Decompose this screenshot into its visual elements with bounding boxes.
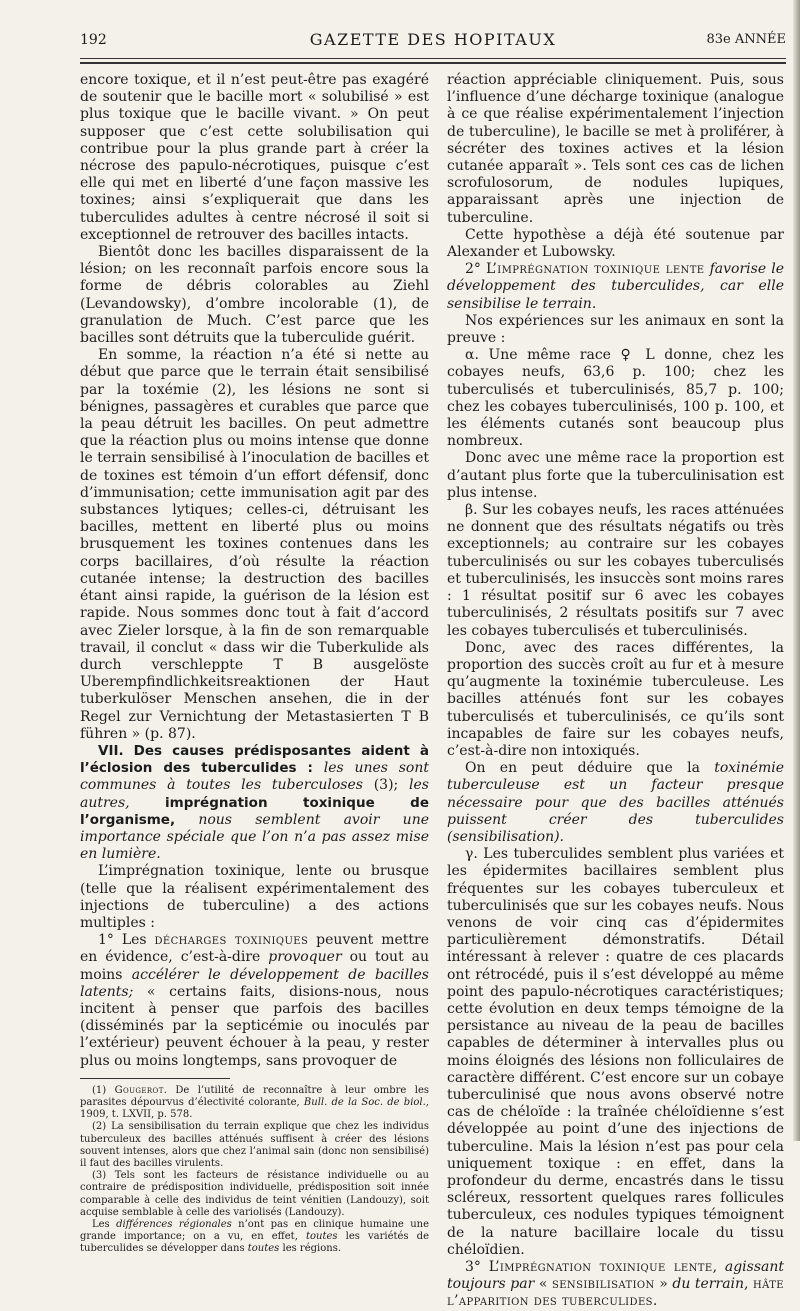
small-caps-term: décharges toxiniques [154,932,309,949]
paragraph [447,261,784,313]
text-run: ou tout au moins [80,949,429,983]
text-run: , [744,1276,754,1293]
heading-italic: nous semblent avoir une importance spéciale que l’on n’a pas assez mise en lumière. [80,811,429,863]
paragraph: Cette hypothèse a déjà été soutenue par Alexander et Lubowsky. [447,226,784,261]
paragraph [447,1259,784,1311]
italic-term: du terrain [672,1276,745,1293]
paragraph: Bientôt donc les bacilles disparaissent de la lésion; on les reconnaît parfois encore sous la forme de débris colorables au Ziehl (Levandowsky), d’ombre incolorable (1), de granulation de Much. C’est parce que les bacilles sont détruits que la tuberculide guérit. [80,244,429,347]
text-run: (1) [92,1084,115,1096]
left-column [80,72,429,1256]
paragraph: En somme, la réaction n’a été si nette au début que parce que le terrain était sensibilisé par la toxémie (2), les lésions ne sont si bénignes, passagères et curables que parce que la peau détruit les bacilles. On peut admettre que la réaction plus ou moins intense que donne le terrain sensibilisé à l’inoculation de bacilles et de toxines est témoin d’un effort défensif, donc d’immunisation; cette immunisation agit par des substances lytiques; celles-ci, détruisant les bacilles, mettent en liberté plus ou moins brusquement les toxines contenues dans les corps bacillaires, d’où résulte la réaction cutanée intense; la destruction des bacilles étant ainsi rapide, la guérison de la lésion est rapide. Nous sommes donc tout à fait d’accord avec Zieler lorsque, à la fin de son remarquable travail, il conclut « dass wir die Tuberkulide als durch verschleppte T B ausgelöste Uberempfindlichkeitsreaktionen der Haut tuberkulöser Menschen ansehen, die in der Regel zur Vernichtung der Metastasierten T B führen » (p. 87). [80,347,429,742]
italic-term: favorise le développement des tuberculides, car elle sensibilise le terrain. [447,261,785,312]
volume-year: 83e ANNÉE [706,32,786,47]
paragraph: L’imprégnation toxinique, lente ou brusque (telle que la réalisent expérimentalement des injections de tuberculine) a des actions multiples : [80,863,429,931]
running-header [80,30,786,54]
paragraph: β. Sur les cobayes neufs, les races atténuées ne donnent que des résultats négatifs ou très exceptionnels; au contraire sur les cobayes tuberculinisés ou sur les cobayes tuberculisés et tuberculinisés, les insuccès sont moins rares : 1 résultat positif sur 6 avec les cobayes tuberculinisés, 2 résultats positifs sur 7 avec les cobayes tuberculisés et tuberculinisés. [447,502,784,639]
paragraph: Nos expériences sur les animaux en sont la preuve : [447,312,784,347]
italic-term: toutes [247,1243,280,1255]
small-caps-term: sensibilisation [551,1276,655,1293]
paragraph: Donc avec une même race la proportion est d’autant plus forte que la tuberculinisation est plus intense. [447,450,784,501]
header-rule [80,58,786,59]
text-run: . De l’utilité de reconnaître à leur ombre les parasites dépourvus d’électivité colorante, [80,1084,429,1108]
footnote-rule [80,1078,230,1079]
footnote-3: (3) Tels sont les facteurs de résistance individuelle ou au contraire de prédisposition individuelle, prédisposition soit innée comparable à celle des individus de teint vénitien (Landouzy), soit acquise semblable à celle des variolisés (Landouzy). [80,1170,429,1218]
paragraph: réaction appréciable cliniquement. Puis, sous l’influence d’une décharge toxinique (analogue à ce que réalise expérimentalement l’injection de tuberculine), le bacille se met à proliférer, à sécréter des toxines actives et la lésion cutanée apparaît ». Tels sont ces cas de lichen scrofulosorum, de nodules lupiques, apparaissant après une injection de tuberculine. [447,72,784,226]
text-run: les variétés de tuberculides se développer dans [80,1231,429,1255]
page-edge-shadow [793,0,800,1141]
italic-term: agissant toujours par [447,1259,784,1293]
footnote-2: (2) La sensibilisation du terrain explique que chez les individus tuberculeux des bacilles atténués suffisent à créer des lésions souvent intenses, alors que chez l’animal sain (donc non sensibilisé) il faut des bacilles virulents. [80,1121,429,1169]
paragraph [447,760,784,846]
paragraph: γ. Les tuberculides semblent plus variées et les épidermites bacillaires semblent plus fréquentes sur les cobayes tuberculeux et tuberculinisés que sur les cobayes neufs. Nous venons de voir cinq cas d’épidermites particulièrement démonstratifs. Détail intéressant à relever : quatre de ces placards ont rétrocédé, puis il s’est développé au même point des papulo-nécrotiques caractéristiques; cette évolution en deux temps témoigne de la persistance au niveau de la peau de bacilles capables de déterminer à intervalles plus ou moins éloignés des lésions non folliculaires de caractère différent. C’est encore sur un cobaye tuberculinisé que nous avons observé notre cas de chéloïde : la traînée chéloïdienne s’est développée au point d’une des injections de tuberculine. Mais la lésion n’est pas pour cela uniquement toxique : en effet, dans la profondeur du derme, encastrés dans le tissu scléreux, ressortent quelques rares follicules tuberculeux, ces nodules typiques témoignent de la nature bacillaire locale du tissu chéloïdien. [447,846,784,1258]
heading-bold: imprégnation toxinique de l’organisme, [80,794,429,828]
italic-term: provoquer [268,949,342,966]
text-run: , 1909, t. LXVII, p. 578. [80,1096,429,1121]
paragraph: encore toxique, et il n’est peut-être pas exagéré de soutenir que le bacille mort « solubilisé » est plus toxique que le bacille vivant. » On peut supposer que c’est cette solubilisation qui contribue pour la plus grande part à créer la nécrose des papulo-nécrotiques, puisque c’est elle qui met en liberté d’une façon massive les toxines; ainsi s’expliquerait que dans les tuberculides adultes à centre nécrosé il soit si exceptionnel de retrouver des bacilles intacts. [80,72,429,243]
italic-term: toxinémie tuberculeuse est un facteur presque nécessaire pour que des bacilles atténués puissent créer des tuberculides (sensibilisation). [447,760,784,845]
journal-title: GAZETTE DES HOPITAUX [309,30,557,49]
small-caps-term: L’imprégnation toxinique lente [486,261,705,278]
text-run: Les [92,1219,117,1231]
text-run: On en peut déduire que la [465,760,715,777]
text-run: « certains faits, disions-nous, nous incitent à penser que parfois des bacilles (disséminés par la septicémie ou inoculés par l’extérieur) peuvent échouer à la peau, y rester plus ou moins longtemps, sans provoquer de [80,983,429,1069]
paragraph [80,932,429,1070]
text-run: « [534,1276,552,1293]
text-run: n’ont pas en clinique humaine une grande importance; on a vu, en effet, [80,1219,429,1243]
text-run: 3° [465,1259,489,1276]
footnote-3-cont [80,1219,429,1256]
header-rule-thick [80,62,786,64]
footnotes [80,1085,429,1256]
heading-text: (3); [362,777,410,794]
text-run: peuvent mettre en évidence, c’est-à-dire [80,932,429,966]
text-run: 1° Les [98,932,155,949]
author-name: Gougerot [114,1084,164,1096]
text-run: 2° [465,261,487,278]
small-caps-term: L’imprégnation toxinique lente [488,1259,713,1276]
right-column [447,72,784,1311]
italic-term: toutes [305,1231,338,1243]
section-heading-vii [80,743,429,863]
italic-term: différences régionales [116,1219,232,1231]
paragraph: Donc, avec des races différentes, la proportion des succès croît au fur et à mesure qu’augmente la toxinémie tuberculeuse. Les bacilles atténués font sur les cobayes tuberculisés et tuberculinisés, ce qu’ils sont incapables de faire sur les cobayes neufs, c’est-à-dire non intoxiqués. [447,639,784,759]
paragraph: α. Une même race ♀ L donne, chez les cobayes neufs, 63,6 p. 100; chez les tuberculisés et tuberculinisés, 85,7 p. 100; chez les cobayes tuberculinisés, 100 p. 100, et les éléments cutanés sont beaucoup plus nombreux. [447,347,784,450]
small-caps-term: hâte l’apparition des tuberculides. [447,1276,785,1310]
journal-ref: Bull. de la Soc. de biol. [303,1096,426,1108]
footnote-1 [80,1085,429,1122]
heading-italic: les unes sont communes à toutes les tuberculoses [80,760,430,794]
text-run: » [654,1276,673,1293]
heading-italic: les autres, [80,777,429,811]
page-number: 192 [80,32,107,48]
heading-bold: VII. Des causes prédisposantes aident à l’éclosion des tuberculides : [80,742,429,777]
text-run: , [712,1259,725,1276]
italic-term: accélérer le développement de bacilles latents; [80,966,429,1000]
text-run: les régions. [279,1243,342,1255]
